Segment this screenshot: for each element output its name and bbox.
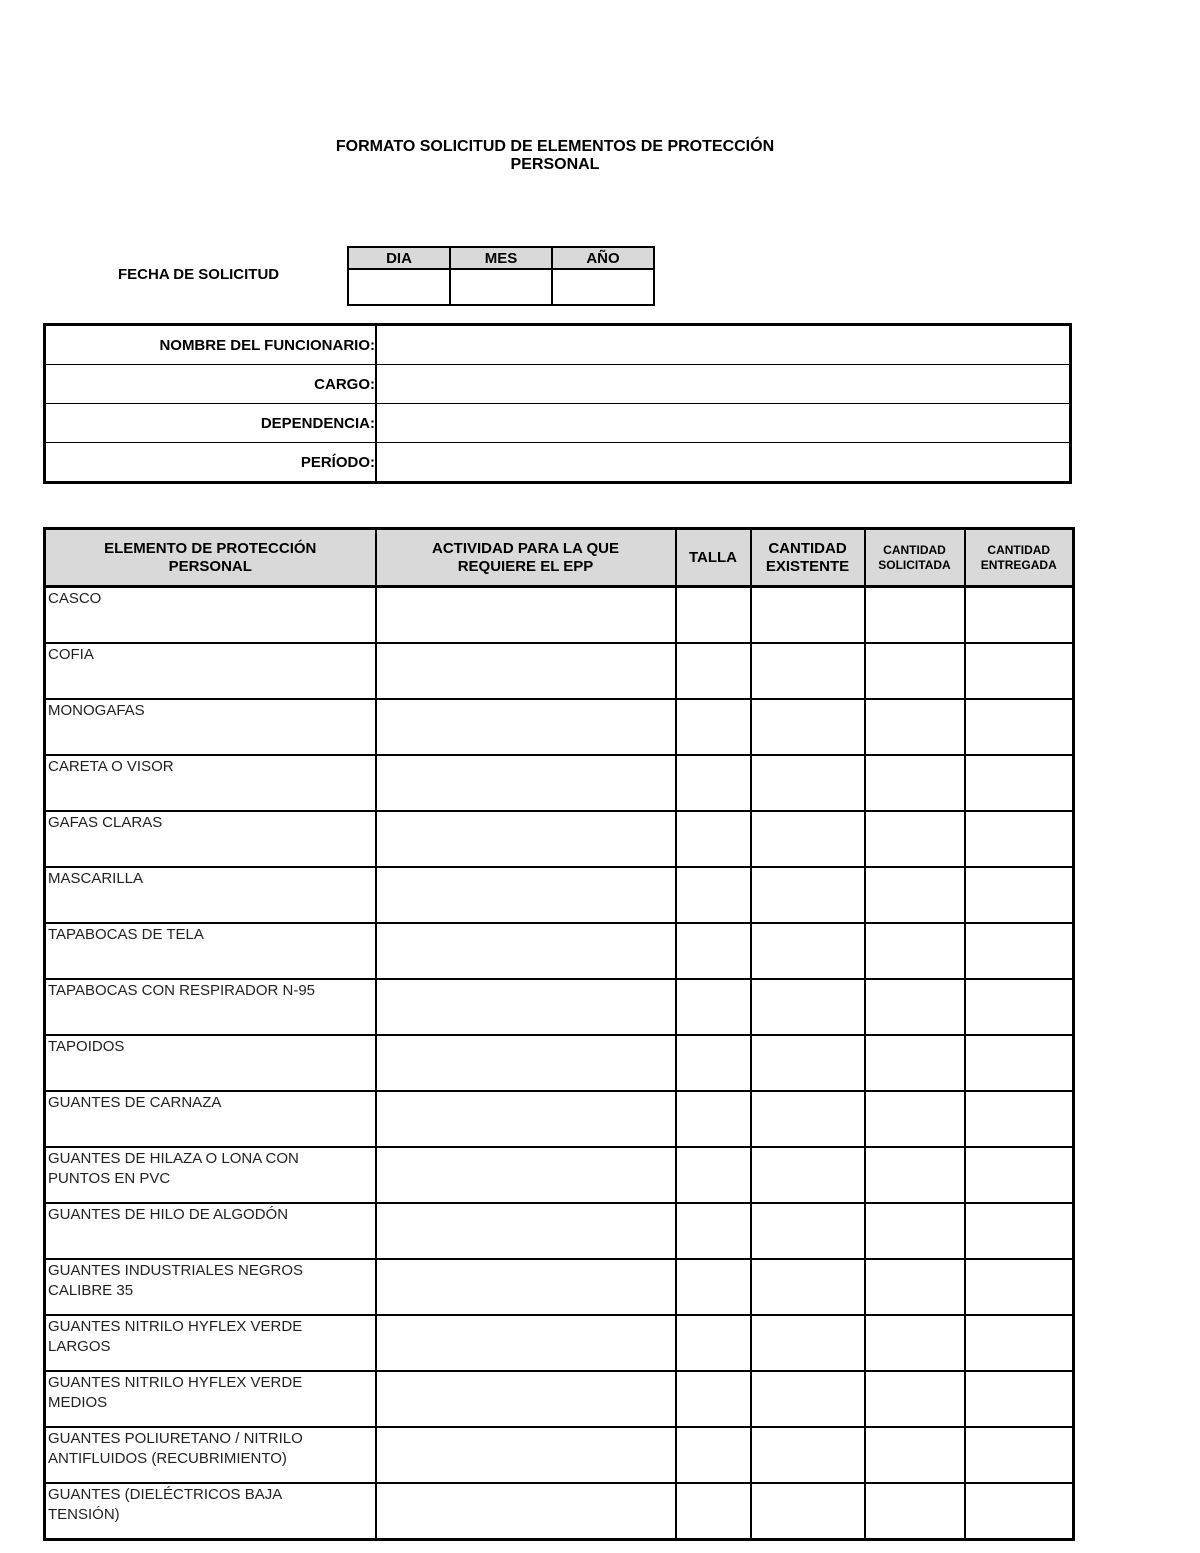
ppe-item-cell: [45, 1371, 376, 1427]
table-row: [45, 1315, 1074, 1371]
size-cell[interactable]: [676, 1483, 751, 1540]
delivered-qty-cell[interactable]: [965, 699, 1074, 755]
delivered-qty-cell[interactable]: [965, 811, 1074, 867]
existing-qty-cell[interactable]: [751, 1035, 865, 1091]
ppe-item-name: CASCO: [48, 590, 102, 607]
ppe-item-name: TAPABOCAS DE TELA: [48, 926, 204, 943]
size-cell[interactable]: [676, 1427, 751, 1483]
ppe-item-cell: [45, 1147, 376, 1203]
ppe-item-name: GUANTES DE CARNAZA: [48, 1094, 222, 1111]
table-row: [45, 643, 1074, 699]
requested-qty-cell[interactable]: [865, 1371, 965, 1427]
requested-qty-cell[interactable]: [865, 1147, 965, 1203]
department-label: DEPENDENCIA:: [45, 404, 377, 443]
existing-qty-cell[interactable]: [751, 1091, 865, 1147]
existing-qty-cell[interactable]: [751, 1371, 865, 1427]
table-row: [45, 979, 1074, 1035]
table-row: [45, 1483, 1074, 1540]
size-cell[interactable]: [676, 1315, 751, 1371]
employee-name-field[interactable]: [376, 325, 1071, 365]
ppe-item-name: MASCARILLA: [48, 870, 144, 887]
existing-qty-cell[interactable]: [751, 1427, 865, 1483]
table-row: [45, 1371, 1074, 1427]
existing-header-line2: EXISTENTE: [765, 557, 850, 575]
requested-qty-cell[interactable]: [865, 1315, 965, 1371]
requested-qty-cell[interactable]: [865, 979, 965, 1035]
table-row: [45, 1035, 1074, 1091]
requested-qty-cell[interactable]: [865, 867, 965, 923]
ppe-item-name: MONOGAFAS: [48, 702, 145, 719]
ppe-item-name: TAPABOCAS CON RESPIRADOR N-95: [48, 982, 315, 999]
activity-cell[interactable]: [376, 1371, 676, 1427]
size-cell[interactable]: [676, 867, 751, 923]
size-cell[interactable]: [676, 699, 751, 755]
ppe-item-name: GUANTES INDUSTRIALES NEGROS CALIBRE 35: [48, 1262, 304, 1299]
existing-qty-cell[interactable]: [751, 1147, 865, 1203]
size-cell[interactable]: [676, 1259, 751, 1315]
ppe-item-name: GUANTES DE HILAZA O LONA CON PUNTOS EN PVC: [48, 1150, 299, 1187]
form-title-line2: PERSONAL: [510, 156, 600, 173]
request-date-label: FECHA DE SOLICITUD: [118, 266, 280, 283]
ppe-item-cell: [45, 587, 376, 644]
existing-qty-cell[interactable]: [751, 755, 865, 811]
size-cell[interactable]: [676, 587, 751, 644]
table-row: [45, 587, 1074, 644]
requested-qty-cell[interactable]: [865, 1483, 965, 1540]
info-row-period: [45, 443, 1071, 483]
ppe-item-name: GUANTES DE HILO DE ALGODÓN: [48, 1206, 289, 1223]
activity-cell[interactable]: [376, 1035, 676, 1091]
date-month-field[interactable]: [450, 269, 552, 305]
position-label: CARGO:: [45, 365, 377, 404]
ppe-item-cell: [45, 811, 376, 867]
delivered-qty-cell[interactable]: [965, 1371, 1074, 1427]
activity-cell[interactable]: [376, 699, 676, 755]
info-row-department: [45, 404, 1071, 443]
ppe-item-cell: [45, 1035, 376, 1091]
delivered-qty-cell[interactable]: [965, 1203, 1074, 1259]
ppe-item-cell: [45, 979, 376, 1035]
element-header-line1: ELEMENTO DE PROTECCIÓN: [104, 539, 317, 557]
activity-cell[interactable]: [376, 755, 676, 811]
delivered-qty-cell[interactable]: [965, 643, 1074, 699]
delivered-qty-cell[interactable]: [965, 755, 1074, 811]
table-row: [45, 1203, 1074, 1259]
date-day-header: DIA: [348, 247, 450, 269]
activity-cell[interactable]: [376, 1483, 676, 1540]
ppe-item-name: GUANTES (DIELÉCTRICOS BAJA TENSIÓN): [48, 1486, 282, 1523]
delivered-qty-cell[interactable]: [965, 923, 1074, 979]
delivered-qty-cell[interactable]: [965, 1315, 1074, 1371]
info-row-position: [45, 365, 1071, 404]
table-row: [45, 1259, 1074, 1315]
info-row-name: [45, 325, 1071, 365]
existing-qty-cell[interactable]: [751, 811, 865, 867]
date-year-field[interactable]: [552, 269, 654, 305]
form-title-line1: FORMATO SOLICITUD DE ELEMENTOS DE PROTECCIÓN: [335, 138, 775, 155]
activity-header-line2: REQUIERE EL EPP: [457, 557, 594, 575]
existing-qty-cell[interactable]: [751, 1315, 865, 1371]
existing-qty-cell[interactable]: [751, 867, 865, 923]
requested-qty-cell[interactable]: [865, 1203, 965, 1259]
form-title: [300, 138, 810, 174]
delivered-qty-cell[interactable]: [965, 587, 1074, 644]
requested-qty-cell[interactable]: [865, 1259, 965, 1315]
ppe-item-name: TAPOIDOS: [48, 1038, 125, 1055]
delivered-qty-cell[interactable]: [965, 1427, 1074, 1483]
requested-qty-cell[interactable]: [865, 699, 965, 755]
table-row: [45, 1147, 1074, 1203]
date-year-header: AÑO: [552, 247, 654, 269]
table-row: [45, 699, 1074, 755]
delivered-qty-cell[interactable]: [965, 1091, 1074, 1147]
size-cell[interactable]: [676, 1147, 751, 1203]
activity-cell[interactable]: [376, 1427, 676, 1483]
existing-qty-cell[interactable]: [751, 1259, 865, 1315]
table-row: [45, 755, 1074, 811]
ppe-item-cell: [45, 867, 376, 923]
requested-qty-cell[interactable]: [865, 643, 965, 699]
ppe-request-table: [43, 527, 1075, 1541]
ppe-table-header: [45, 529, 1074, 587]
table-row: [45, 923, 1074, 979]
size-cell[interactable]: [676, 811, 751, 867]
activity-cell[interactable]: [376, 1147, 676, 1203]
ppe-item-cell: [45, 1483, 376, 1540]
delivered-qty-cell[interactable]: [965, 1259, 1074, 1315]
delivered-qty-cell[interactable]: [965, 979, 1074, 1035]
requested-qty-cell[interactable]: [865, 923, 965, 979]
size-cell[interactable]: [676, 1035, 751, 1091]
table-row: [45, 1091, 1074, 1147]
delivered-qty-cell[interactable]: [965, 867, 1074, 923]
employee-name-label: NOMBRE DEL FUNCIONARIO:: [45, 325, 377, 365]
delivered-qty-column-header: [965, 529, 1074, 587]
existing-header-line1: CANTIDAD: [768, 539, 847, 557]
activity-cell[interactable]: [376, 811, 676, 867]
requested-qty-cell[interactable]: [865, 1035, 965, 1091]
delivered-header-line1: CANTIDAD: [987, 542, 1051, 557]
size-cell[interactable]: [676, 979, 751, 1035]
activity-header-line1: ACTIVIDAD PARA LA QUE: [432, 539, 619, 557]
size-cell[interactable]: [676, 755, 751, 811]
size-cell[interactable]: [676, 1371, 751, 1427]
element-header-line2: PERSONAL: [168, 557, 252, 575]
ppe-item-cell: [45, 699, 376, 755]
ppe-item-name: GUANTES NITRILO HYFLEX VERDE MEDIOS: [48, 1374, 303, 1411]
activity-cell[interactable]: [376, 867, 676, 923]
existing-qty-cell[interactable]: [751, 699, 865, 755]
element-column-header: [45, 529, 376, 587]
activity-column-header: [376, 529, 676, 587]
requested-qty-cell[interactable]: [865, 811, 965, 867]
requested-qty-column-header: [865, 529, 965, 587]
delivered-qty-cell[interactable]: [965, 1483, 1074, 1540]
ppe-item-cell: [45, 1315, 376, 1371]
ppe-item-name: GUANTES NITRILO HYFLEX VERDE LARGOS: [48, 1318, 303, 1355]
size-cell[interactable]: [676, 1203, 751, 1259]
requested-header-line2: SOLICITADA: [878, 557, 951, 572]
ppe-table-body: [45, 587, 1074, 1540]
requested-qty-cell[interactable]: [865, 1091, 965, 1147]
existing-qty-column-header: [751, 529, 865, 587]
ppe-item-cell: [45, 1427, 376, 1483]
activity-cell[interactable]: [376, 643, 676, 699]
ppe-item-cell: [45, 1259, 376, 1315]
delivered-qty-cell[interactable]: [965, 1147, 1074, 1203]
date-day-field[interactable]: [348, 269, 450, 305]
activity-cell[interactable]: [376, 1203, 676, 1259]
requested-qty-cell[interactable]: [865, 587, 965, 644]
requested-qty-cell[interactable]: [865, 755, 965, 811]
size-cell[interactable]: [676, 923, 751, 979]
activity-cell[interactable]: [376, 923, 676, 979]
size-cell[interactable]: [676, 643, 751, 699]
activity-cell[interactable]: [376, 587, 676, 644]
department-field[interactable]: [376, 404, 1071, 443]
existing-qty-cell[interactable]: [751, 587, 865, 644]
delivered-qty-cell[interactable]: [965, 1035, 1074, 1091]
size-column-header: TALLA: [676, 529, 751, 587]
ppe-item-cell: [45, 923, 376, 979]
period-label: PERÍODO:: [45, 443, 377, 483]
existing-qty-cell[interactable]: [751, 643, 865, 699]
period-field[interactable]: [376, 443, 1071, 483]
request-date-table: [347, 246, 655, 306]
ppe-item-cell: [45, 1091, 376, 1147]
existing-qty-cell[interactable]: [751, 979, 865, 1035]
table-row: [45, 811, 1074, 867]
date-month-header: MES: [450, 247, 552, 269]
existing-qty-cell[interactable]: [751, 1203, 865, 1259]
activity-cell[interactable]: [376, 1091, 676, 1147]
table-row: [45, 1427, 1074, 1483]
activity-cell[interactable]: [376, 1315, 676, 1371]
position-field[interactable]: [376, 365, 1071, 404]
size-cell[interactable]: [676, 1091, 751, 1147]
activity-cell[interactable]: [376, 979, 676, 1035]
ppe-item-name: GUANTES POLIURETANO / NITRILO ANTIFLUIDOS (RECUBRIMIENTO): [48, 1430, 303, 1467]
existing-qty-cell[interactable]: [751, 1483, 865, 1540]
ppe-item-name: COFIA: [48, 646, 94, 663]
activity-cell[interactable]: [376, 1259, 676, 1315]
requested-qty-cell[interactable]: [865, 1427, 965, 1483]
employee-info-table: [43, 323, 1072, 484]
ppe-item-name: GAFAS CLARAS: [48, 814, 163, 831]
table-row: [45, 867, 1074, 923]
ppe-item-name: CARETA O VISOR: [48, 758, 174, 775]
requested-header-line1: CANTIDAD: [883, 542, 946, 557]
ppe-item-cell: [45, 643, 376, 699]
delivered-header-line2: ENTREGADA: [980, 557, 1057, 572]
ppe-item-cell: [45, 1203, 376, 1259]
ppe-item-cell: [45, 755, 376, 811]
existing-qty-cell[interactable]: [751, 923, 865, 979]
